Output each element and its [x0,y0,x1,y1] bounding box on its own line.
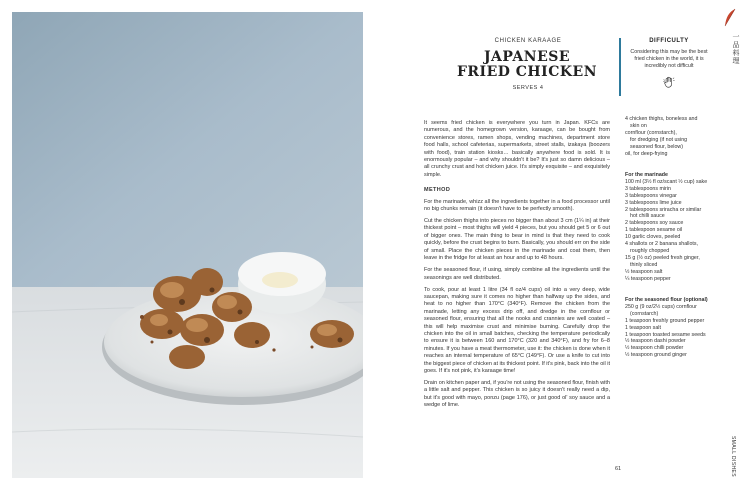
ingredient-line: roughly chopped [630,247,670,254]
ingredient-line: 10 garlic cloves, peeled [625,234,681,241]
ingredient-line: 1 teaspoon freshly ground pepper [625,317,705,324]
ingredients-seasoned-flour [625,297,715,359]
ingredient-line: 250 g (9 oz/2½ cups) cornflour [625,303,697,310]
seasoned-flour-heading: For the seasoned flour (optional) [625,297,708,303]
difficulty-label: DIFFICULTY [649,38,689,44]
difficulty-text: Considering this may be the best fried chicken in the world, it is incredibly not difficult [630,49,708,69]
ingredient-line: thinly sliced [630,261,658,268]
ingredient-line: hot chilli sauce [630,213,665,220]
ingredient-line: cornflour (cornstarch), [625,129,677,136]
ingredient-line: ½ teaspoon salt [625,268,663,275]
ingredient-line: 3 tablespoons mirin [625,185,671,192]
ingredient-line: 15 g (½ oz) peeled fresh ginger, [625,254,700,261]
ingredient-line: 1 teaspoon salt [625,324,661,331]
ingredient-line: ½ teaspoon chilli powder [625,345,684,352]
ingredient-line: seasoned flour, below) [630,143,684,150]
difficulty-box [628,38,710,89]
ingredient-line: for dredging (if not using [630,136,688,143]
method-heading: METHOD [424,187,451,194]
method-step-4: To cook, pour at least 1 litre (34 fl oz/4 cups) oil into a very deep, wide saucepan, making sure it comes no higher than halfway up the sides, and heat to no higher than 170°C (340°F). Remove the chicken from the marinade, letting any excess drip off, and dredge in the cornflour or seasoned flour, ensuring that all the nooks and crannies are well coated – this will help maximise crust and minimise burning. Carefully drop the chicken into the oil in small batches, checking the temperature periodically to ensure it is between 160 and 170°C (320 and 340°F), and fry for 6–8 minutes. If you have a meat thermometer, use it: the chicken is done when it reaches an internal temperature of 65°C (149°F). Or use a knife to cut into the biggest piece of chicken at its thickest point. If it's pink, back into the oil it goes. If it's not pink, it's karaage time! [424,286,611,374]
ingredients-marinade [625,172,715,283]
marinade-heading: For the marinade [625,172,668,178]
feather-icon [723,8,737,28]
recipe-title-line-2: FRIED CHICKEN [456,64,597,80]
ingredient-line: 2 tablespoons sriracha or similar [625,206,702,213]
recipe-title-line-1: JAPANESE [483,49,571,65]
ingredient-line: 1 teaspoon toasted sesame seeds [625,331,706,338]
ingredient-line: skin on [630,122,647,129]
ingredients-main [625,116,715,157]
japanese-category-label: 一 品 料 理 [732,34,740,65]
ingredient-line: 100 ml (3½ fl oz/scant ½ cup) sake [625,178,708,185]
ingredient-line: 4 shallots or 2 banana shallots, [625,241,699,248]
method-step-3: For the seasoned flour, if using, simply combine all the ingredients until the seasonings are well distributed. [424,267,610,281]
ingredient-line: 1 tablespoon sesame oil [625,227,683,234]
method-step-5: Drain on kitchen paper and, if you're not using the seasoned flour, finish with a little salt and pepper. This chicken is so juicy it doesn't really need a dip, but it's good with mayo, ponzu (page 176), or just good ol' soy sauce and a wedge of lime. [424,379,610,409]
sidebar-accent-rule [619,38,621,96]
method-step-2: Cut the chicken thighs into pieces no bigger than about 3 cm (1¼ in) at their thickest point – most thighs will yield 4 pieces, but you should get 5 or 6 out of bigger ones. The main thing to bear in mind is that they need to cook quickly, before the crust begins to burn. Basically, you should err on the side of small. Place the chicken pieces in the marinade and coat them, then leave in the fridge for at least an hour and up to 48 hours. [424,218,610,262]
ingredient-line: 3 tablespoons vinegar [625,192,677,199]
recipe-body [424,120,610,414]
hand-wave-icon [662,75,676,89]
recipe-page [375,0,750,490]
serves-label: SERVES 4 [512,85,544,91]
ingredient-line: ¼ teaspoon pepper [625,275,671,282]
ingredient-line: 3 tablespoons lime juice [625,199,682,206]
ingredient-line: oil, for deep-frying [625,150,668,157]
intro-paragraph: It seems fried chicken is everywhere you turn in Japan. KFCs are numerous, and the homegrown version, karaage, can be bought from convenience stores, ramen shops, vending machines, department store food halls, school cafeterias, supermarkets, street stalls, izakaya (boozers with food), train station kiosks… basically anywhere food is sold. It is enormously popular – and why shouldn't it be? It's just so damn delicious – all crunchy crust and hot chicken juice. It's simply exquisite – and exquisitely simple. [424,120,610,178]
ingredient-line: ½ teaspoon ground ginger [625,352,687,359]
recipe-kicker: CHICKEN KARAAGE [494,38,562,44]
fried-chicken-photo [12,12,363,478]
category-vertical-label: SMALL DISHES [730,436,736,478]
ingredient-line: (cornstarch) [630,310,659,317]
page-number: 61 [615,466,622,472]
method-step-1: For the marinade, whizz all the ingredients together in a food processor until no big chunks remain (it doesn't have to be perfectly smooth). [424,198,610,213]
ingredient-line: ½ teaspoon dashi powder [625,338,686,345]
recipe-title [437,50,617,80]
ingredient-line: 4 chicken thighs, boneless and [625,116,698,122]
ingredient-line: 2 tablespoons soy sauce [625,220,684,227]
